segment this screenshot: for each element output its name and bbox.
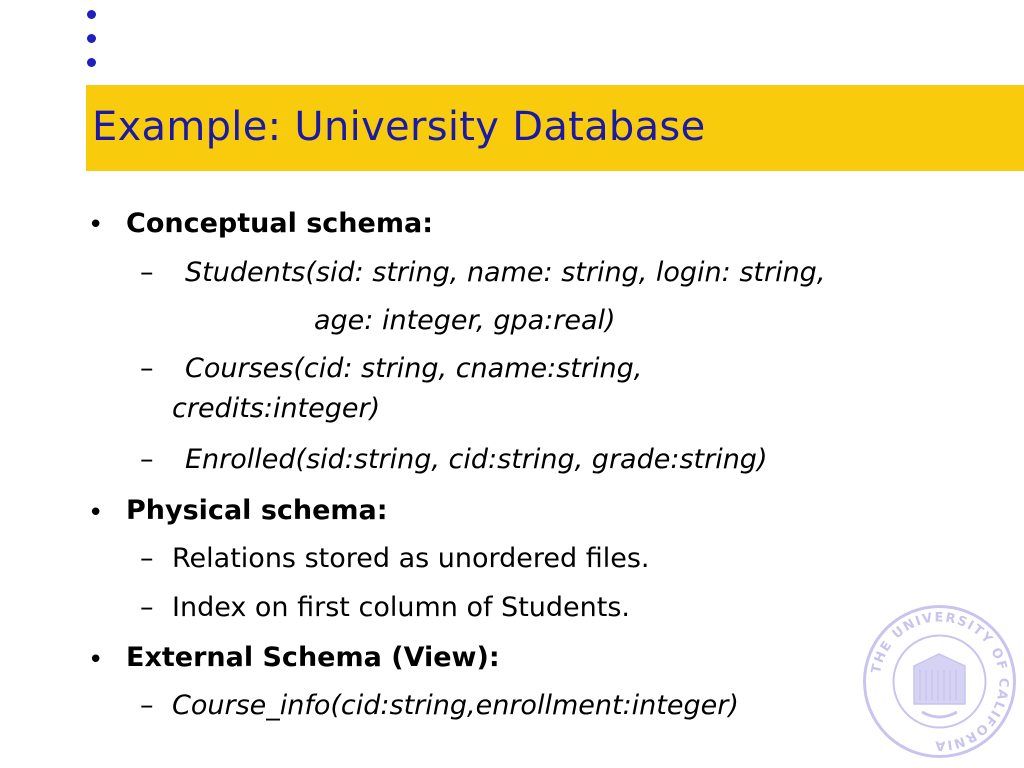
dot [87, 34, 96, 43]
enrolled-schema: Enrolled(sid:string, cid:string, grade:string) [185, 444, 768, 475]
bullet-icon: • [88, 498, 104, 528]
dash-icon: – [140, 444, 154, 475]
dash-icon: – [140, 690, 154, 721]
dash-icon: – [140, 353, 154, 384]
courses-schema-line1: Courses(cid: string, cname:string, [185, 353, 643, 384]
svg-text:THE UNIVERSITY OF CALIFORNIA: THE UNIVERSITY OF CALIFORNIA [868, 610, 1011, 753]
dot [87, 58, 96, 67]
university-seal-logo [862, 604, 1017, 759]
slide-title: Example: University Database [92, 104, 706, 150]
physical-item-2: Index on first column of Students. [172, 592, 630, 623]
external-item-1: Course_info(cid:string,enrollment:integer) [172, 690, 739, 721]
students-schema-line2: age: integer, gpa:real) [314, 305, 616, 336]
students-schema-line1: Students(sid: string, name: string, login: string, [185, 257, 826, 288]
dash-icon: – [140, 592, 154, 623]
bullet-icon: • [88, 210, 104, 240]
dash-icon: – [140, 543, 154, 574]
bullet-conceptual-schema: Conceptual schema: [126, 208, 433, 239]
dot [87, 10, 96, 19]
bullet-icon: • [88, 645, 104, 675]
bullet-external-schema: External Schema (View): [126, 642, 500, 673]
courses-schema-line2: credits:integer) [172, 393, 381, 424]
bullet-physical-schema: Physical schema: [126, 495, 388, 526]
physical-item-1: Relations stored as unordered files. [172, 543, 650, 574]
decorative-dots [87, 10, 101, 82]
dash-icon: – [140, 257, 154, 288]
